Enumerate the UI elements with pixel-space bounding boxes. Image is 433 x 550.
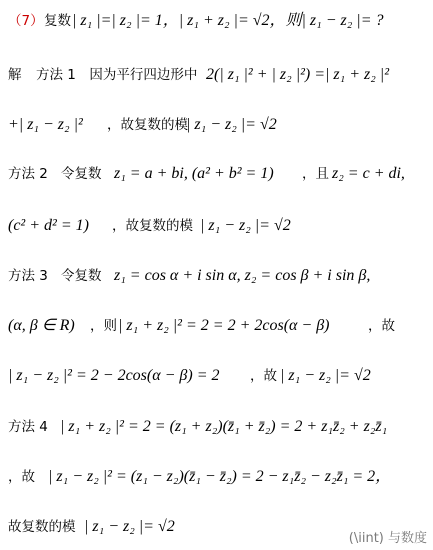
line-4-text: ，故复数的模 — [112, 218, 193, 234]
line-2-expression: +| z₁ − z₂ |² — [8, 116, 83, 133]
solution-line-5 — [0, 257, 433, 297]
line-9-text: ，故 — [8, 469, 35, 485]
line-4-modulus: | z₁ − z₂ |= √2 — [200, 217, 291, 234]
solution-line-4 — [0, 207, 433, 247]
problem-expression: | z₁ |=| z₂ |= 1，| z₁ + z₂ |= √2，则| z₁ − z₂ |= ? — [72, 12, 384, 29]
problem-text: 复数 — [44, 13, 71, 29]
line-2-text: ，故复数的模 — [107, 117, 188, 133]
solution-line-6 — [0, 307, 433, 347]
method-3-label: 方法 3 — [8, 268, 48, 284]
problem-number: （7） — [8, 13, 44, 29]
method-2-text-2: ，且 — [302, 166, 329, 182]
line-9-expression: | z₁ − z₂ |² = (z₁ − z₂)(z̄₁ − z̄₂) = 2 − z₁z̄₂ − z₂z̄₁ = 2， — [48, 468, 392, 485]
line-6-text: ，则 — [90, 318, 117, 334]
method-3-text: 令复数 — [61, 268, 102, 284]
method-1-expression: 2(| z₁ |² + | z₂ |²) =| z₁ + z₂ |² — [206, 66, 389, 83]
method-4-expression: | z₁ + z₂ |² = 2 = (z₁ + z₂)(z̄₁ + z̄₂) = 2 + z₁z̄₂ + z₂z̄₁ — [60, 418, 388, 435]
solution-line-2 — [0, 106, 433, 146]
method-1-text: 方法 1 因为平行四边形中 — [36, 67, 198, 83]
watermark: (\iint) 与数度 — [348, 531, 427, 546]
solution-line-9 — [0, 458, 433, 498]
solution-line-7 — [0, 357, 433, 397]
line-7-modulus: | z₁ − z₂ |= √2 — [280, 367, 371, 384]
line-2-modulus: | z₁ − z₂ |= √2 — [186, 116, 277, 133]
solution-line-3 — [0, 155, 433, 195]
method-2-expression-2: z₂ = c + di, — [332, 165, 405, 182]
problem-line — [0, 2, 433, 42]
line-7-text: ，故 — [250, 368, 277, 384]
method-4-label: 方法 4 — [8, 419, 48, 435]
method-2-text: 令复数 — [61, 166, 102, 182]
line-10-modulus: | z₁ − z₂ |= √2 — [84, 518, 175, 535]
solution-line-1 — [0, 56, 433, 96]
method-3-expression: z₁ = cos α + i sin α, z₂ = cos β + i sin β, — [114, 267, 371, 284]
method-2-label: 方法 2 — [8, 166, 48, 182]
line-7-expression: | z₁ − z₂ |² = 2 − 2cos(α − β) = 2 — [8, 367, 220, 384]
solution-line-8 — [0, 408, 433, 448]
line-6-expression-2: | z₁ + z₂ |² = 2 = 2 + 2cos(α − β) — [118, 317, 330, 334]
method-2-expression: z₁ = a + bi, (a² + b² = 1) — [114, 165, 274, 182]
solution-label: 解 — [8, 67, 22, 83]
line-10-text: 故复数的模 — [8, 519, 76, 535]
line-6-text-2: ，故 — [368, 318, 395, 334]
line-4-expression: (c² + d² = 1) — [8, 217, 89, 234]
line-6-expression: (α, β ∈ R) — [8, 317, 75, 334]
